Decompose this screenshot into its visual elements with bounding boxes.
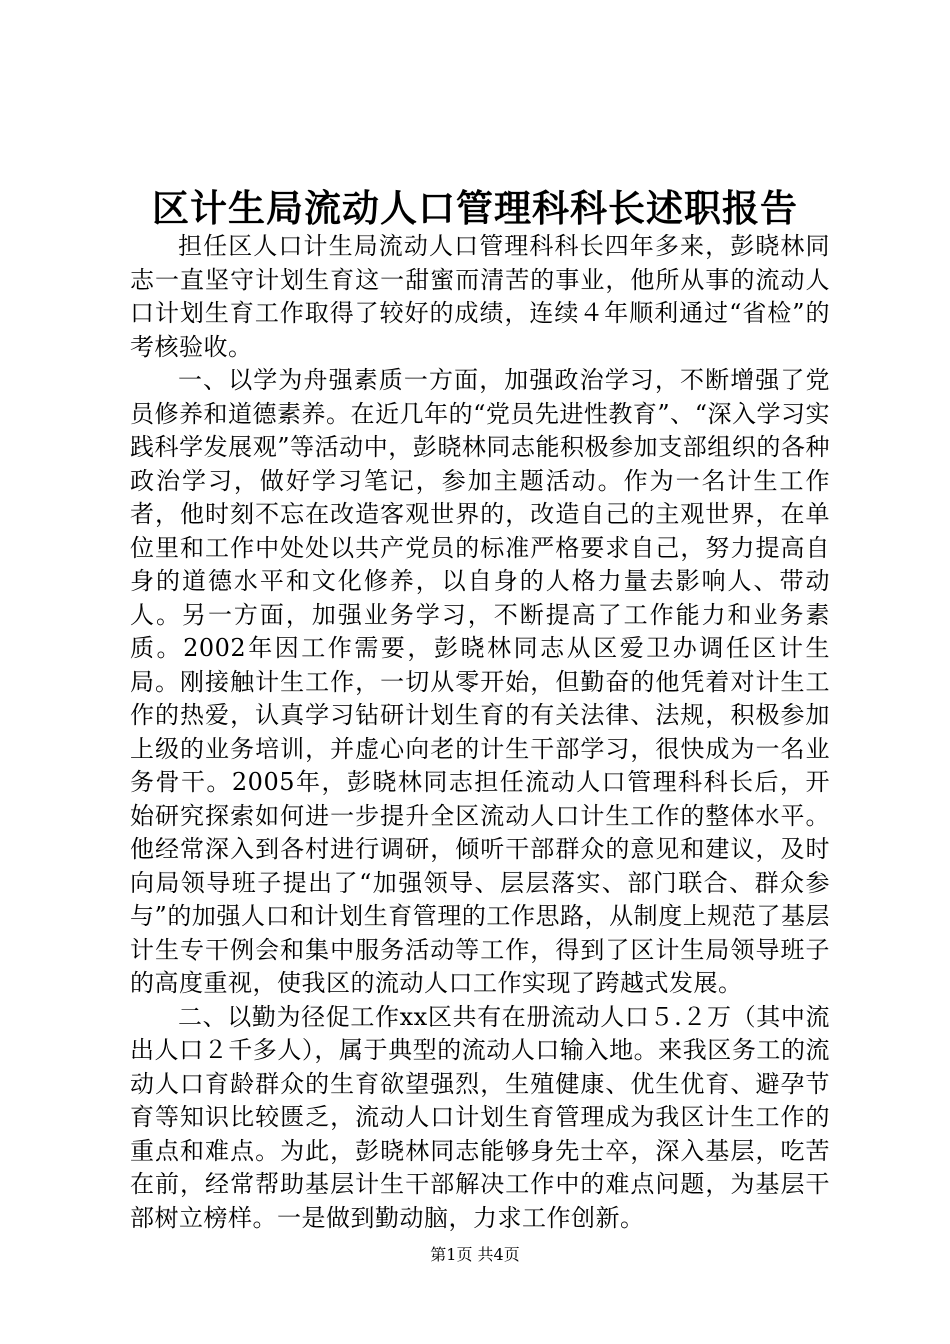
page-footer: 第1页 共4页 bbox=[430, 1245, 520, 1264]
paragraph-section-two: 二、以勤为径促工作xx区共有在册流动人口５.２万（其中流出人口２千多人），属于典型的流动人口输入地。来我区务工的流动人口育龄群众的生育欲望强烈，生殖健康、优生优育、避孕节育等知识比较匮乏，流动人口计划生育管理成为我区计生工作的重点和难点。为此，彭晓林同志能够身先士卒，深入基层，吃苦在前，经常帮助基层计生干部解决工作中的难点问题，为基层干部树立榜样。一是做到勤动脑，力求工作创新。 bbox=[130, 1002, 830, 1232]
paragraph-section-one: 一、以学为舟强素质一方面，加强政治学习，不断增强了党员修养和道德素养。在近几年的“党员先进性教育”、“深入学习实践科学发展观”等活动中，彭晓林同志能积极参加支部组织的各种政治学习，做好学习笔记，参加主题活动。作为一名计生工作者，他时刻不忘在改造客观世界的，改造自己的主观世界，在单位里和工作中处处以共产党员的标准严格要求自己，努力提高自身的道德水平和文化修养，以自身的人格力量去影响人、带动人。另一方面，加强业务学习，不断提高了工作能力和业务素质。2002年因工作需要，彭晓林同志从区爱卫办调任区计生局。刚接触计生工作，一切从零开始，但勤奋的他凭着对计生工作的热爱，认真学习钻研计划生育的有关法律、法规，积极参加上级的业务培训，并虚心向老的计生干部学习，很快成为一名业务骨干。2005年，彭晓林同志担任流动人口管理科科长后，开始研究探索如何进一步提升全区流动人口计生工作的整体水平。他经常深入到各村进行调研，倾听干部群众的意见和建议，及时向局领导班子提出了“加强领导、层层落实、部门联合、群众参与”的加强人口和计划生育管理的工作思路，从制度上规范了基层计生专干例会和集中服务活动等工作，得到了区计生局领导班子的高度重视，使我区的流动人口工作实现了跨越式发展。 bbox=[130, 366, 830, 997]
document-body bbox=[130, 230, 830, 1235]
paragraph-intro: 担任区人口计生局流动人口管理科科长四年多来，彭晓林同志一直坚守计划生育这一甜蜜而清苦的事业，他所从事的流动人口计划生育工作取得了较好的成绩，连续４年顺利通过“省检”的考核验收。 bbox=[130, 232, 830, 361]
document-title: 区计生局流动人口管理科科长述职报告 bbox=[152, 186, 798, 230]
